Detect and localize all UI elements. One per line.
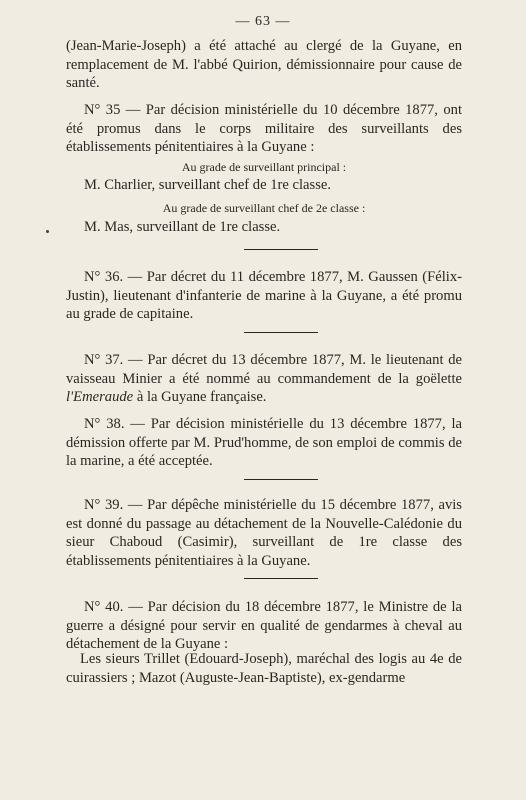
paragraph-38: N° 38. — Par décision ministérielle du 13 décembre 1877, la démission offerte par M. Prud'homme, de son emploi de commis de la marine, a été acceptée.	[66, 416, 462, 469]
paragraph-continued: (Jean-Marie-Joseph) a été attaché au clergé de la Guyane, en remplacement de M. l'abbé Quirion, démissionnaire pour cause de santé.	[66, 38, 462, 91]
grade-heading-chef: Au grade de surveillant chef de 2e classe :	[162, 201, 366, 215]
paragraph-39: N° 39. — Par dépêche ministérielle du 15 décembre 1877, avis est donné du passage au détachement de la Nouvelle-Calédonie du sieur Chaboud (Casimir), surveillant de 1re classe des établissements pénitentiaires à la Guyane.	[66, 497, 462, 569]
section-divider	[244, 332, 318, 333]
paragraph-40: N° 40. — Par décision du 18 décembre 1877, le Ministre de la guerre a désigné pour servir en qualité de gendarmes à cheval au détachement de la Guyane :	[66, 599, 462, 652]
paragraph-37: N° 37. — Par décret du 13 décembre 1877, M. le lieutenant de vaisseau Minier a été nommé au commandement de la goëlette l'Emeraude à la Guyane française.	[66, 352, 462, 405]
section-divider	[244, 578, 318, 579]
paragraph-36: N° 36. — Par décret du 11 décembre 1877, M. Gaussen (Félix-Justin), lieutenant d'infanterie de marine à la Guyane, a été promu au grade de capitaine.	[66, 269, 462, 322]
page-number: — 63 —	[235, 14, 291, 29]
paragraph-40-list: Les sieurs Trillet (Edouard-Joseph), maréchal des logis au 4e de cuirassiers ; Mazot (Auguste-Jean-Baptiste), ex-gendarme	[66, 651, 462, 686]
section-divider	[244, 249, 318, 250]
ship-name: l'Emeraude	[66, 389, 134, 405]
grade-heading-principal: Au grade de surveillant principal :	[181, 160, 347, 174]
grade-entry-mas: M. Mas, surveillant de 1re classe.	[84, 219, 281, 235]
section-divider	[244, 479, 318, 480]
print-speck	[46, 230, 49, 233]
grade-entry-charlier: M. Charlier, surveillant chef de 1re classe.	[84, 177, 332, 193]
paragraph-35: N° 35 — Par décision ministérielle du 10 décembre 1877, ont été promus dans le corps militaire des surveillants des établissements pénitentiaires à la Guyane :	[66, 102, 462, 155]
